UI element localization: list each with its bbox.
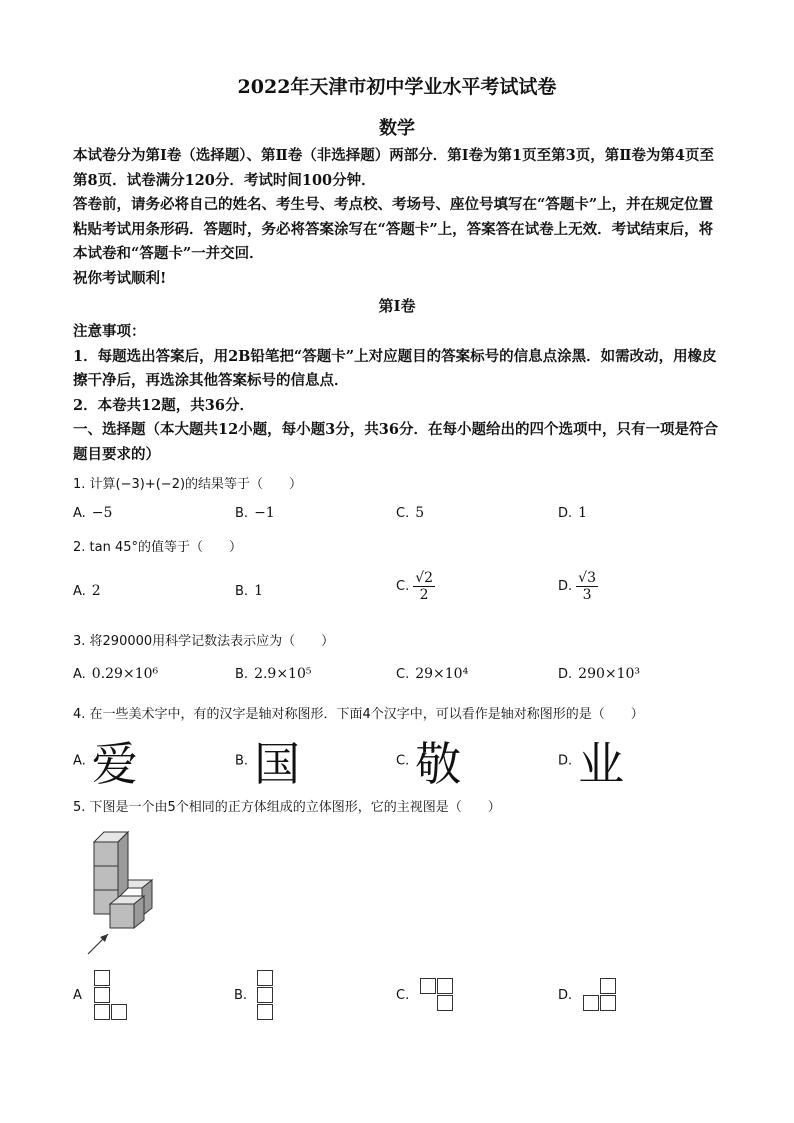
notes-heading: 注意事项： bbox=[73, 323, 146, 340]
option-character: 业 bbox=[578, 737, 625, 791]
view-square bbox=[420, 978, 436, 994]
instruction-paragraph: 祝你考试顺利! bbox=[73, 269, 167, 287]
note-item: 1．每题选出答案后，用2B铅笔把“答题卡”上对应题目的答案标号的信息点涂黑．如需改动，用橡皮擦干净后，再选涂其他答案标号的信息点． bbox=[73, 347, 717, 389]
option-label: D. bbox=[558, 667, 573, 682]
option-character: 爱 bbox=[91, 737, 138, 791]
view-square bbox=[94, 970, 110, 986]
denominator: 2 bbox=[419, 587, 429, 603]
option-label: A. bbox=[73, 584, 86, 599]
option-label: D. bbox=[558, 988, 573, 1003]
option-label: B. bbox=[235, 584, 249, 599]
view-square bbox=[437, 995, 453, 1011]
option-character: 敬 bbox=[415, 737, 462, 791]
option-label: D. bbox=[558, 579, 573, 594]
instructions bbox=[73, 144, 721, 291]
view-square bbox=[257, 1004, 273, 1020]
option-label: A bbox=[73, 988, 82, 1003]
cube-face bbox=[94, 866, 118, 890]
option bbox=[73, 583, 101, 599]
view-square bbox=[600, 978, 616, 994]
option bbox=[235, 666, 311, 682]
option-text: 1 bbox=[254, 583, 263, 599]
option-label: A. bbox=[73, 667, 86, 682]
option-character: 国 bbox=[254, 737, 301, 791]
cube-face bbox=[110, 904, 134, 928]
option-label: B. bbox=[234, 988, 248, 1003]
option-text: 29×10⁴ bbox=[415, 666, 469, 682]
view-square bbox=[437, 978, 453, 994]
numerator: √2 bbox=[415, 570, 434, 586]
cube-solid-figure bbox=[80, 828, 160, 958]
cube-face bbox=[94, 842, 118, 866]
option-label: C. bbox=[396, 988, 410, 1003]
view-square bbox=[257, 987, 273, 1003]
option bbox=[558, 728, 624, 794]
instruction-paragraph: 答卷前，请务必将自己的姓名、考生号、考点校、考场号、座位号填写在“答题卡”上，并在规定位置粘贴考试用条形码．答题时，务必将答案涂写在“答题卡”上，答案答在试卷上无效．考试结束后，将本试卷和“答题卡”一并交回． bbox=[73, 196, 714, 262]
view-square bbox=[111, 1004, 127, 1020]
option bbox=[396, 728, 461, 794]
fraction bbox=[576, 570, 598, 603]
option-label: C. bbox=[396, 506, 410, 521]
exam-title: 2022年天津市初中学业水平考试试卷 bbox=[237, 76, 557, 98]
option-text: 2 bbox=[91, 583, 101, 599]
view-square bbox=[94, 1004, 110, 1020]
option bbox=[235, 728, 300, 794]
option-label: D. bbox=[558, 506, 573, 521]
option-text: 290×10³ bbox=[578, 666, 641, 682]
exam-subject: 数学 bbox=[379, 118, 415, 139]
view-square bbox=[94, 987, 110, 1003]
option-text: −1 bbox=[254, 505, 275, 521]
option-text: 2.9×10⁵ bbox=[254, 666, 312, 682]
option-label: C. bbox=[396, 667, 410, 682]
option-label: D. bbox=[558, 753, 573, 769]
option-text: −5 bbox=[91, 505, 113, 521]
cube-face bbox=[118, 832, 128, 898]
option-label: C. bbox=[396, 579, 410, 594]
option-text: 1 bbox=[578, 505, 588, 521]
question-stem: 3. 将290000用科学记数法表示应为（ ） bbox=[73, 634, 335, 649]
note-item: 2．本卷共12题，共36分． bbox=[73, 396, 254, 414]
section-title: 第Ⅰ卷 bbox=[378, 297, 416, 315]
numerator: √3 bbox=[578, 570, 596, 586]
option bbox=[396, 505, 424, 521]
option bbox=[73, 505, 112, 521]
option bbox=[396, 666, 468, 682]
option bbox=[558, 666, 640, 682]
question-stem: 2. tan 45°的值等于（ ） bbox=[73, 540, 243, 555]
option-text: 5 bbox=[415, 505, 425, 521]
question-stem: 5. 下图是一个由5个相同的正方体组成的立体图形，它的主视图是（ ） bbox=[73, 800, 501, 815]
option bbox=[235, 583, 263, 599]
notes bbox=[73, 320, 721, 467]
denominator: 3 bbox=[582, 587, 592, 603]
option-label: B. bbox=[235, 506, 249, 521]
question-stem: 4. 在一些美术字中，有的汉字是轴对称图形．下面4个汉字中，可以看作是轴对称图形的是（ ） bbox=[73, 707, 644, 722]
instruction-paragraph: 本试卷分为第Ⅰ卷（选择题）、第Ⅱ卷（非选择题）两部分．第Ⅰ卷为第1页至第3页，第Ⅱ卷为第4页至第8页．试卷满分120分．考试时间100分钟． bbox=[73, 147, 715, 189]
option-label: A. bbox=[73, 506, 86, 521]
fraction bbox=[413, 570, 435, 603]
option bbox=[73, 666, 158, 682]
option bbox=[396, 570, 435, 603]
view-square bbox=[257, 970, 273, 986]
part-heading: 一、选择题（本大题共12小题，每小题3分，共36分．在每小题给出的四个选项中，只有一项是符合题目要求的） bbox=[73, 421, 718, 463]
option bbox=[235, 505, 275, 521]
option-text: 0.29×10⁶ bbox=[91, 666, 159, 682]
option-label: B. bbox=[235, 753, 249, 769]
view-square bbox=[583, 995, 599, 1011]
option bbox=[73, 728, 138, 794]
option bbox=[558, 570, 598, 603]
question-stem: 1. 计算(−3)+(−2)的结果等于（ ） bbox=[73, 477, 303, 492]
option bbox=[558, 505, 587, 521]
option-label: A. bbox=[73, 753, 86, 769]
option-label: C. bbox=[396, 753, 410, 769]
option-label: B. bbox=[235, 667, 249, 682]
view-square bbox=[600, 995, 616, 1011]
